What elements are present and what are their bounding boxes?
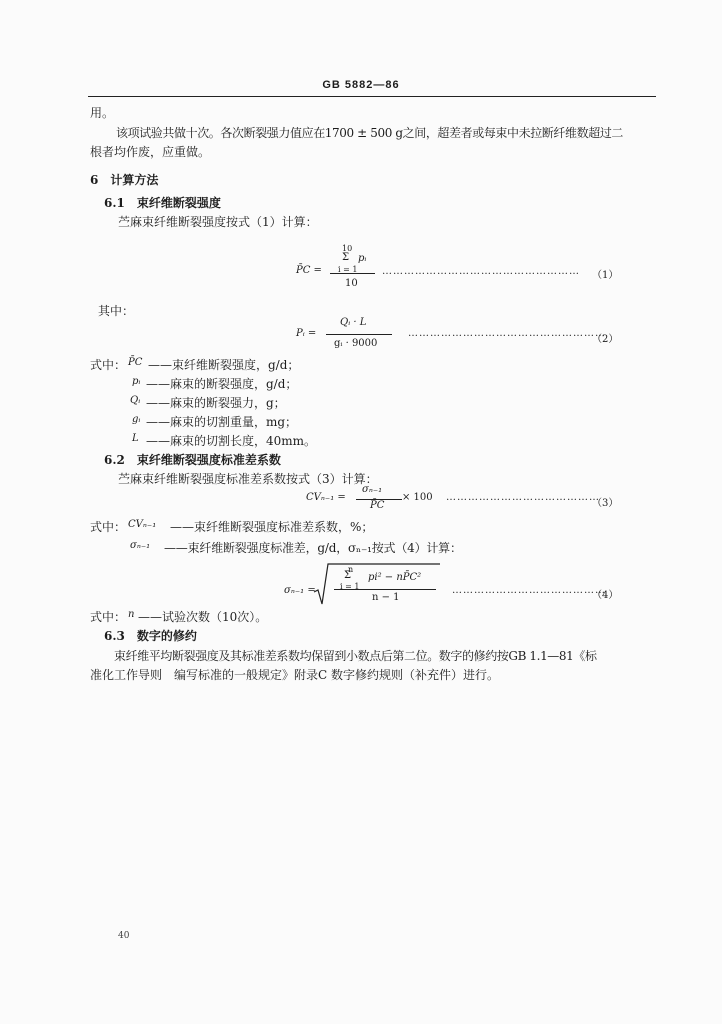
fraction-bar bbox=[326, 334, 392, 335]
times-hundred: × 100 bbox=[402, 492, 433, 503]
sum-upper: 10 bbox=[342, 244, 353, 253]
definition-text: ——试验次数（10次）。 bbox=[138, 610, 268, 624]
paragraph-line: 苎麻束纤维断裂强度按式（1）计算： bbox=[118, 215, 318, 229]
definition-text: ——麻束的切割长度，40mm。 bbox=[146, 434, 317, 448]
paragraph-line: 该项试验共做十次。各次断裂强力值应在1700 ± 500 g之间，超差者或每束中未拉断纤维数超过二 bbox=[116, 126, 624, 140]
paragraph-line: 苎麻束纤维断裂强度标准差系数按式（3）计算： bbox=[118, 472, 378, 486]
leader-dots: ……………………………………………… bbox=[382, 266, 580, 277]
leader-dots: …………………………………… bbox=[446, 492, 600, 503]
sum-upper: n bbox=[348, 565, 354, 574]
paragraph-line: 根者均作废，应重做。 bbox=[90, 145, 211, 159]
equation-number: （4） bbox=[592, 590, 619, 601]
definition-symbol: Qᵢ bbox=[130, 395, 141, 406]
sum-term: pᵢ bbox=[358, 253, 367, 264]
definition-symbol: CVₙ₋₁ bbox=[128, 519, 157, 530]
definition-text: ——麻束的断裂强力，g； bbox=[146, 396, 286, 410]
section-heading: 6 计算方法 bbox=[90, 173, 159, 187]
definition-prefix: 式中： bbox=[90, 610, 127, 624]
eq-numerator: pi² − nP̄C² bbox=[368, 572, 422, 583]
definition-symbol: gᵢ bbox=[132, 414, 141, 425]
sum-lower: i = 1 bbox=[338, 265, 358, 274]
equation-number: （2） bbox=[592, 334, 619, 345]
definition-text: ——束纤维断裂强度，g/d； bbox=[148, 358, 300, 372]
eq-denominator: P̄C bbox=[370, 500, 385, 511]
equation-number: （3） bbox=[592, 498, 619, 509]
paragraph-line: 束纤维平均断裂强度及其标准差系数均保留到小数点后第二位。数字的修约按GB 1.1—81《标 bbox=[114, 649, 597, 663]
definition-text: ——束纤维断裂强度标准差系数，%； bbox=[170, 520, 374, 534]
definition-text: ——束纤维断裂强度标准差，g/d，σₙ₋₁按式（4）计算： bbox=[164, 541, 462, 555]
subsection-heading: 6.1 束纤维断裂强度 bbox=[104, 196, 221, 210]
sum-symbol: Σ bbox=[344, 570, 352, 581]
eq-numerator: σₙ₋₁ bbox=[362, 484, 383, 495]
subsection-heading: 6.2 束纤维断裂强度标准差系数 bbox=[104, 453, 281, 467]
equation-number: （1） bbox=[592, 270, 619, 281]
fraction-bar bbox=[330, 273, 375, 274]
sum-lower: i = 1 bbox=[340, 582, 360, 591]
eq-lhs: P̄C = bbox=[296, 265, 322, 276]
definition-prefix: 式中： bbox=[90, 358, 127, 372]
leader-dots: ……………………………………………… bbox=[408, 328, 606, 339]
qizhong-label: 其中： bbox=[98, 304, 135, 318]
definition-text: ——麻束的切割重量，mg； bbox=[146, 415, 298, 429]
subsection-heading: 6.3 数字的修约 bbox=[104, 629, 197, 643]
sum-symbol: Σ bbox=[342, 252, 350, 263]
eq-lhs: CVₙ₋₁ = bbox=[306, 492, 346, 503]
definition-symbol: pᵢ bbox=[132, 376, 141, 387]
definition-symbol: σₙ₋₁ bbox=[130, 540, 151, 551]
paragraph-line: 准化工作导则 编写标准的一般规定》附录C 数字修约规则（补充件）进行。 bbox=[90, 668, 499, 682]
leader-dots: …………………………………… bbox=[452, 585, 606, 596]
page-number: 40 bbox=[118, 931, 130, 941]
definition-symbol: L bbox=[132, 433, 139, 444]
eq-lhs: σₙ₋₁ = bbox=[284, 585, 316, 596]
definition-symbol: n bbox=[128, 609, 135, 620]
eq-denominator: n − 1 bbox=[372, 592, 400, 603]
header-rule bbox=[88, 96, 656, 97]
continued-line: 用。 bbox=[90, 106, 115, 120]
eq-denominator: gᵢ · 9000 bbox=[334, 338, 378, 349]
definition-prefix: 式中： bbox=[90, 520, 127, 534]
definition-text: ——麻束的断裂强度，g/d； bbox=[146, 377, 298, 391]
eq-denominator: 10 bbox=[345, 278, 358, 289]
definition-symbol: P̄C bbox=[128, 357, 143, 368]
eq-numerator: Qᵢ · L bbox=[340, 317, 367, 328]
eq-lhs: Pᵢ = bbox=[296, 328, 317, 339]
fraction-bar bbox=[334, 589, 436, 590]
standard-code-header: GB 5882—86 bbox=[322, 79, 400, 91]
